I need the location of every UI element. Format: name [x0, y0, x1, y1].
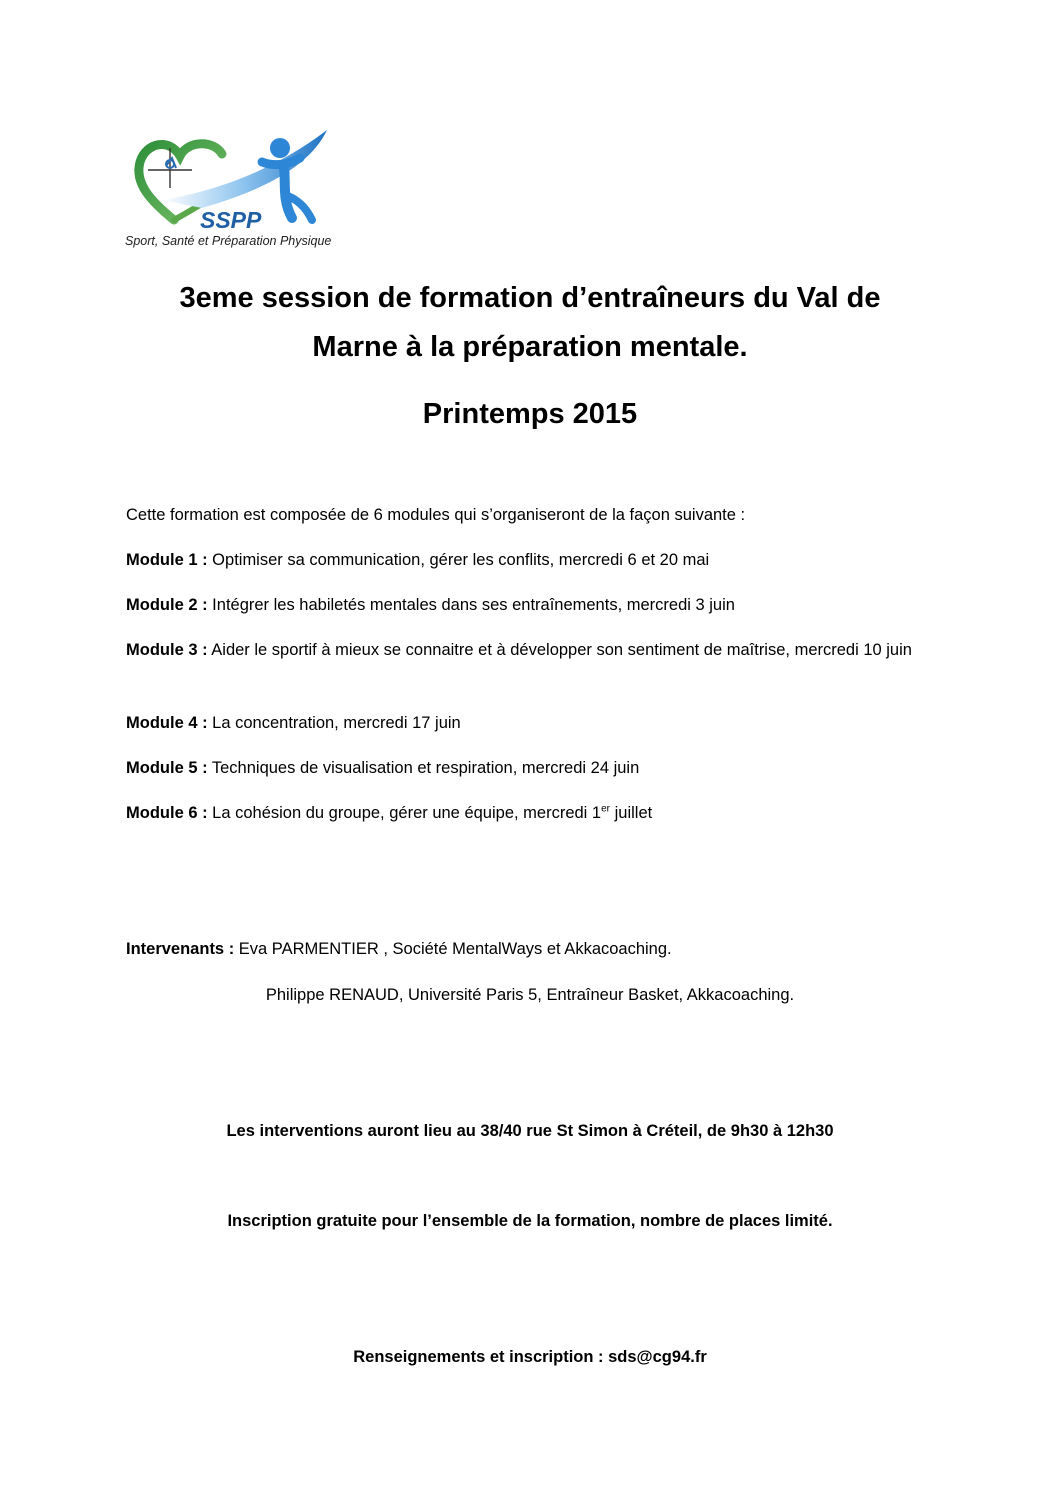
module-text: Techniques de visualisation et respiration, mercredi 24 juin [207, 759, 640, 777]
speakers-line-1 [126, 936, 936, 963]
module-text-after: juillet [610, 804, 653, 822]
sspp-logo [122, 122, 354, 252]
module-text: Intégrer les habiletés mentales dans ses entraînements, mercredi 3 juin [207, 596, 735, 614]
season-heading: Printemps 2015 [422, 398, 638, 430]
module-text: La concentration, mercredi 17 juin [207, 714, 461, 732]
module-item [126, 637, 936, 664]
module-item [126, 592, 936, 619]
speaker-1: Eva PARMENTIER , Société MentalWays et Akkacoaching. [234, 940, 672, 958]
module-label: Module 1 : [126, 551, 208, 569]
module-label: Module 4 : [126, 714, 208, 732]
logo-graphic [122, 122, 354, 252]
module-text: Optimiser sa communication, gérer les conflits, mercredi 6 et 20 mai [207, 551, 710, 569]
module-item [126, 547, 936, 574]
module-label: Module 6 : [126, 804, 208, 822]
module-item [126, 710, 936, 737]
ordinal-superscript: er [601, 803, 611, 815]
logo-caption: Sport, Santé et Préparation Physique [125, 234, 332, 248]
logo-brand-text: SSPP [200, 207, 262, 233]
module-item [126, 755, 936, 782]
document-title [80, 274, 980, 372]
registration-note: Inscription gratuite pour l’ensemble de la formation, nombre de places limité. [227, 1212, 833, 1230]
module-item [126, 800, 936, 827]
title-line-2: Marne à la préparation mentale. [312, 331, 748, 363]
module-text: La cohésion du groupe, gérer une équipe, mercredi 1 [207, 804, 602, 822]
intro-text: Cette formation est composée de 6 modules qui s’organiseront de la façon suivante : [126, 506, 746, 524]
module-text: Aider le sportif à mieux se connaitre et à développer son sentiment de maîtrise, mercredi 10 juin [207, 641, 912, 659]
location-text: Les interventions auront lieu au 38/40 rue St Simon à Créteil, de 9h30 à 12h30 [226, 1122, 834, 1140]
contact-text: Renseignements et inscription : sds@cg94.fr [353, 1348, 707, 1366]
title-line-1: 3eme session de formation d’entraîneurs du Val de [179, 282, 881, 314]
speaker-2: Philippe RENAUD, Université Paris 5, Entraîneur Basket, Akkacoaching. [265, 986, 795, 1004]
module-label: Module 5 : [126, 759, 208, 777]
module-label: Module 2 : [126, 596, 208, 614]
speakers-label: Intervenants : [126, 940, 235, 958]
module-label: Module 3 : [126, 641, 208, 659]
